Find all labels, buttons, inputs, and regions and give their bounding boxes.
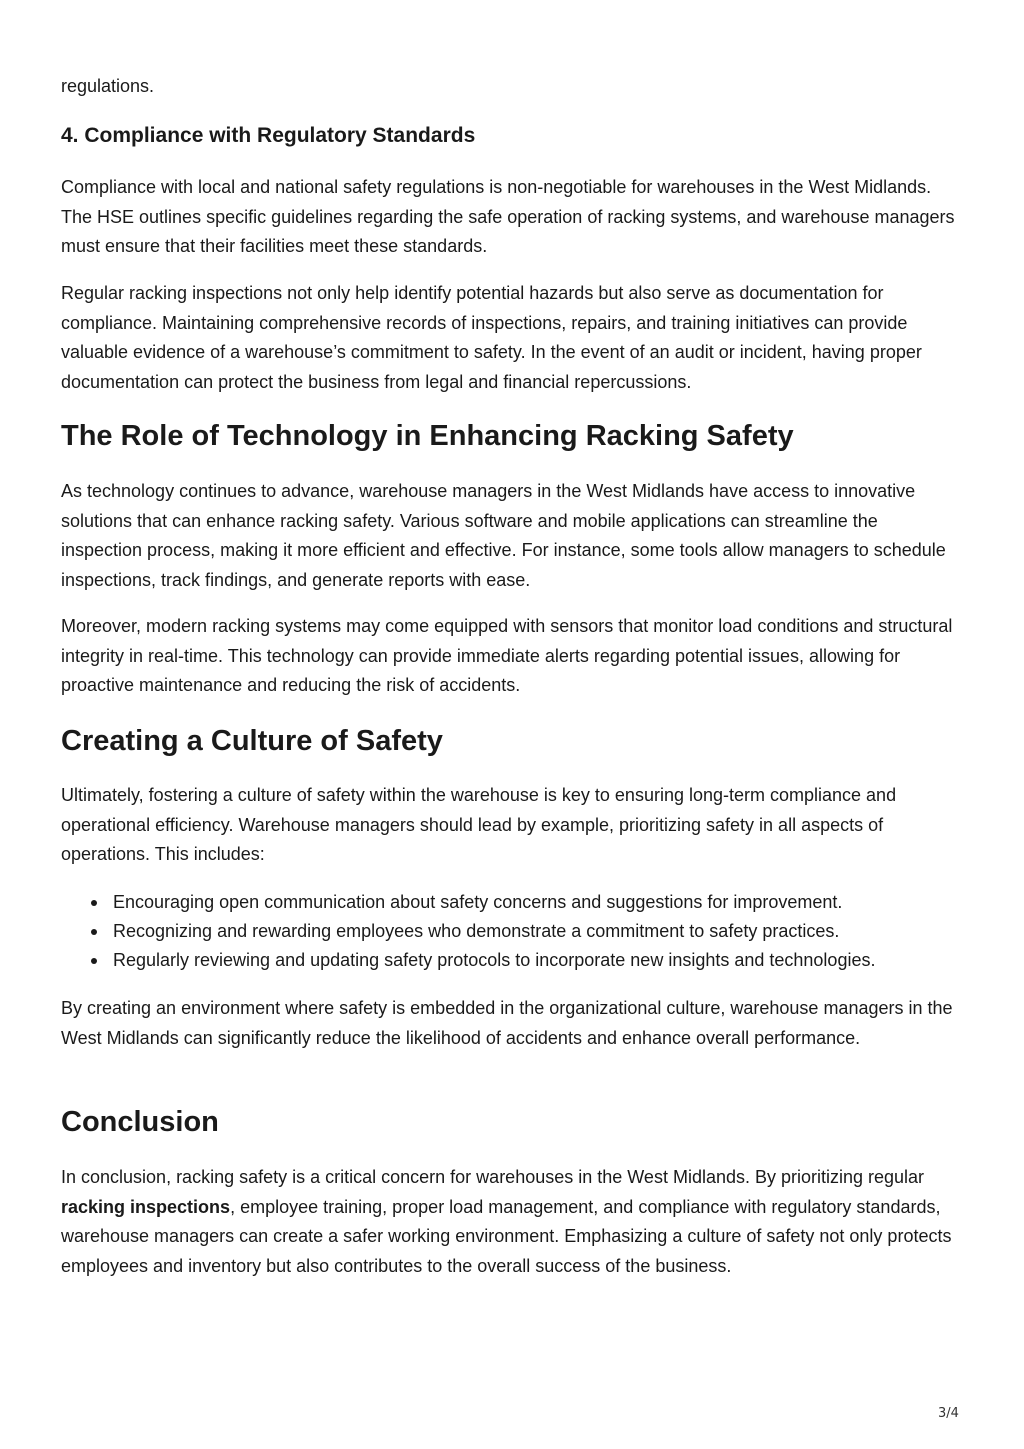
bold-term: racking inspections (61, 1196, 231, 1217)
page-number: 3/4 (938, 1406, 959, 1421)
paragraph: Ultimately, fostering a culture of safety within the warehouse is key to ensuring long-term compliance and operational efficiency. Warehouse managers should lead by example, prioritizing safety in all aspects of operations. This includes: (61, 785, 897, 864)
section-heading-conclusion: Conclusion (61, 1106, 219, 1138)
paragraph: By creating an environment where safety is embedded in the organizational culture, warehouse managers in the West Midlands can significantly reduce the likelihood of accidents and enhance overall performance. (61, 998, 953, 1048)
continued-text: regulations. (61, 76, 155, 96)
section-heading-technology: The Role of Technology in Enhancing Racking Safety (61, 420, 794, 452)
paragraph: As technology continues to advance, warehouse managers in the West Midlands have access to innovative solutions that can enhance racking safety. Various software and mobile applications can streamline the inspection process, making it more efficient and effective. For instance, some tools allow managers to schedule inspections, track findings, and generate reports with ease. (61, 481, 946, 590)
bullet-icon (91, 900, 97, 906)
list-item (113, 888, 973, 917)
section-heading-compliance: 4. Compliance with Regulatory Standards (61, 124, 476, 147)
paragraph (61, 1163, 961, 1281)
paragraph: Regular racking inspections not only help identify potential hazards but also serve as documentation for compliance. Maintaining comprehensive records of inspections, repairs, and training initiatives can provide valuable evidence of a warehouse’s commitment to safety. In the event of an audit or incident, having proper documentation can protect the business from legal and financial repercussions. (61, 283, 922, 392)
bullet-list (61, 888, 973, 976)
paragraph-text: , employee training, proper load management, and compliance with regulatory standards, warehouse managers can create a safer working environment. Emphasizing a culture of safety not only protects employees and inventory but also contributes to the overall success of the business. (61, 1196, 952, 1276)
bullet-icon (91, 958, 97, 964)
paragraph: Moreover, modern racking systems may come equipped with sensors that monitor load conditions and structural integrity in real-time. This technology can provide immediate alerts regarding potential issues, allowing for proactive maintenance and reducing the risk of accidents. (61, 616, 953, 695)
list-item-text: Regularly reviewing and updating safety protocols to incorporate new insights and technologies. (113, 950, 876, 971)
list-item-text: Recognizing and rewarding employees who demonstrate a commitment to safety practices. (113, 921, 840, 942)
section-heading-culture: Creating a Culture of Safety (61, 725, 443, 757)
list-item (113, 917, 973, 946)
paragraph-text: In conclusion, racking safety is a critical concern for warehouses in the West Midlands. By prioritizing regular (61, 1167, 925, 1187)
list-item (113, 946, 973, 975)
paragraph: Compliance with local and national safety regulations is non-negotiable for warehouses in the West Midlands. The HSE outlines specific guidelines regarding the safe operation of racking systems, and warehouse managers must ensure that their facilities meet these standards. (61, 177, 955, 256)
bullet-icon (91, 929, 97, 935)
list-item-text: Encouraging open communication about safety concerns and suggestions for improvement. (113, 892, 843, 912)
